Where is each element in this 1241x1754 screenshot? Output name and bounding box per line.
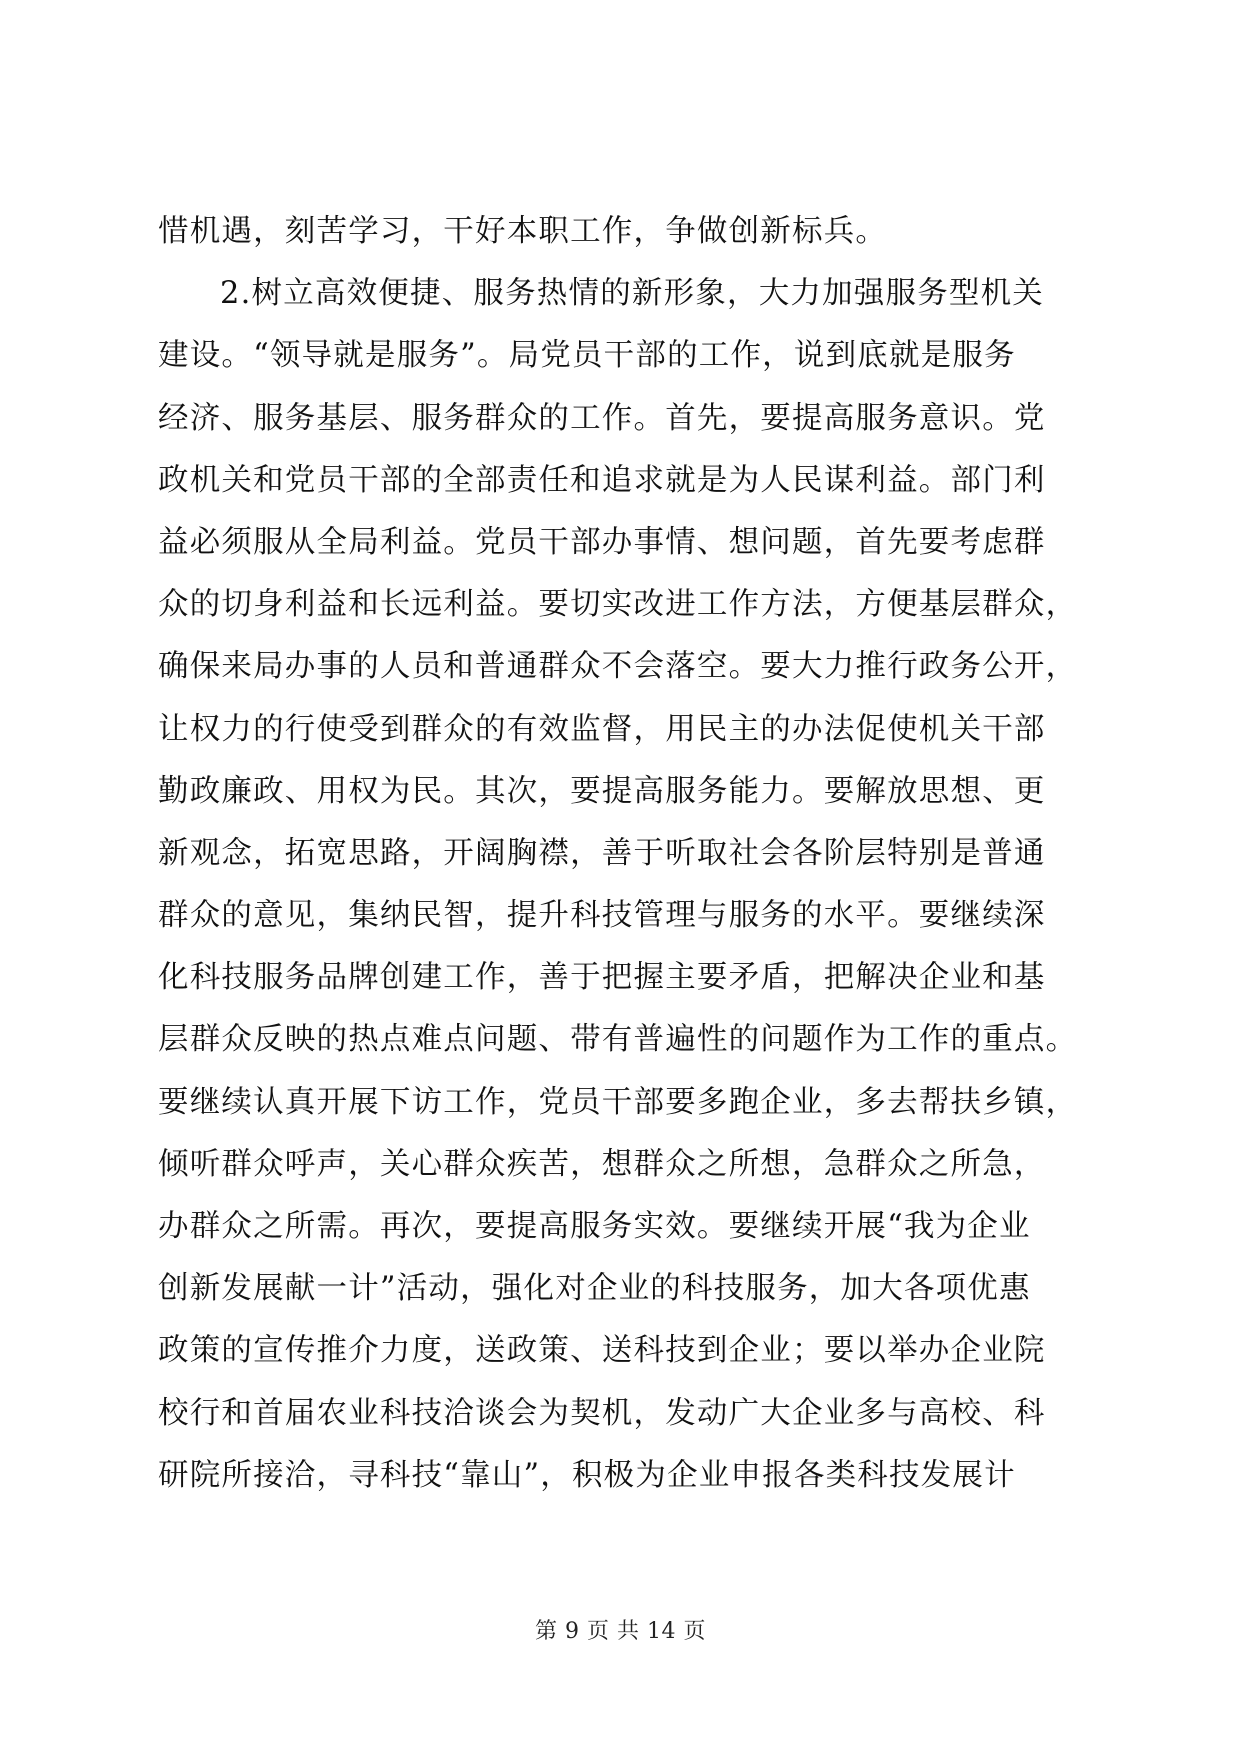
text-line: 层群众反映的热点难点问题、带有普遍性的问题作为工作的重点。 — [158, 1022, 1078, 1058]
text-line: 建设。“领导就是服务”。局党员干部的工作，说到底就是服务 — [158, 338, 1016, 374]
text-line: 让权力的行使受到群众的有效监督，用民主的办法促使机关干部 — [158, 711, 1046, 747]
text-line: 勤政廉政、用权为民。其次，要提高服务能力。要解放思想、更 — [158, 773, 1046, 809]
text-line: 群众的意见，集纳民智，提升科技管理与服务的水平。要继续深 — [158, 898, 1046, 934]
text-line: 办群众之所需。再次，要提高服务实效。要继续开展“我为企业 — [158, 1209, 1031, 1244]
text-line: 创新发展献一计”活动，强化对企业的科技服务，加大各项优惠 — [158, 1271, 1031, 1307]
text-line: 众的切身利益和长远利益。要切实改进工作方法，方便基层群众， — [158, 587, 1078, 623]
page-footer: 第 9 页 共 14 页 — [535, 1619, 706, 1644]
text-line: 要继续认真开展下访工作，党员干部要多跑企业，多去帮扶乡镇， — [158, 1084, 1078, 1120]
text-line: 倾听群众呼声，关心群众疾苦，想群众之所想，急群众之所急， — [158, 1146, 1046, 1182]
text-line: 确保来局办事的人员和普通群众不会落空。要大力推行政务公开， — [158, 649, 1078, 685]
text-line: 新观念，拓宽思路，开阔胸襟，善于听取社会各阶层特别是普通 — [158, 835, 1046, 871]
text-line: 政策的宣传推介力度，送政策、送科技到企业；要以举办企业院 — [158, 1333, 1046, 1369]
text-line: 研院所接洽，寻科技“靠山”，积极为企业申报各类科技发展计 — [158, 1457, 1016, 1493]
text-line: 2.树立高效便捷、服务热情的新形象，大力加强服务型机关 — [220, 276, 1044, 312]
text-line: 益必须服从全局利益。党员干部办事情、想问题，首先要考虑群 — [158, 524, 1046, 560]
text-line: 校行和首届农业科技洽谈会为契机，发动广大企业多与高校、科 — [158, 1395, 1046, 1431]
text-line: 化科技服务品牌创建工作，善于把握主要矛盾，把解决企业和基 — [158, 960, 1046, 996]
body-text — [158, 201, 1086, 1507]
text-line: 惜机遇，刻苦学习，干好本职工作，争做创新标兵。 — [158, 214, 888, 249]
text-line: 经济、服务基层、服务群众的工作。首先，要提高服务意识。党 — [158, 400, 1046, 436]
text-line: 政机关和党员干部的全部责任和追求就是为人民谋利益。部门利 — [158, 462, 1046, 498]
